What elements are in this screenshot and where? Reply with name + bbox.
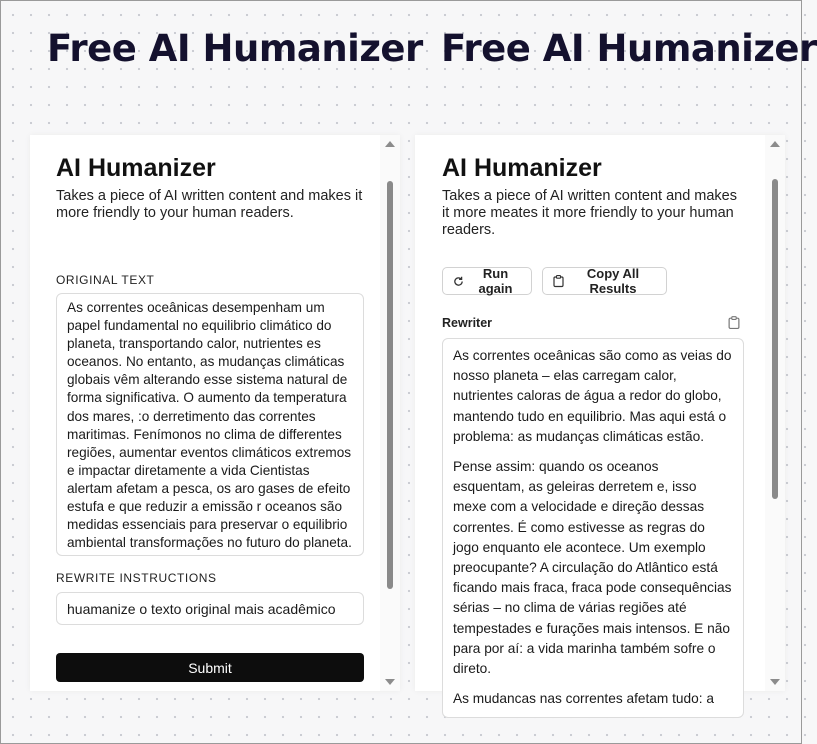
submit-button[interactable]: Submit bbox=[56, 653, 364, 682]
right-scrollbar[interactable] bbox=[765, 135, 785, 691]
arrow-up-icon[interactable] bbox=[770, 141, 780, 147]
scrollbar-thumb[interactable] bbox=[772, 179, 778, 499]
app-title: AI Humanizer bbox=[442, 154, 602, 182]
copy-all-results-button[interactable] bbox=[542, 267, 667, 295]
app-subtitle: Takes a piece of AI written content and makes it more friendly to your human readers. bbox=[56, 188, 363, 221]
rewriter-label: Rewriter bbox=[442, 316, 493, 330]
clipboard-icon bbox=[553, 275, 564, 287]
humanizer-input-panel bbox=[30, 135, 400, 691]
original-text-content: As correntes oceânicas desempenham um papel fundamental no equilibrio climático do planeta, transportando calor, nutrientes es oceanos. No entanto, as mudanças climáticas globais vêm alterando esse sistema natural de forma significativa. O aumento da temperatura dos mares, :o derretimento das correntes maritimas. Fenímonos no clima de differentes regiões, aumentar eventos climáticos extremos e impactar diretamente a vida Cientistas alertam afetam a pesca, os aro gases de efeito estufa e que reduzir a emissão r oceanos são medidas essenciais para preservar o equilibrio ambiental transformações no futuro do planeta. bbox=[67, 300, 352, 551]
result-paragraph: Pense assim: quando os oceanos esquentam, as geleiras derretem e, isso mexe com a velocidade e direção dessas correntes. É como estivesse as regras do jogo enquanto ele acontece. Um exemplo preocupante? A circulação do Atlântico está ficando mais fraca, fraca pode consequências sérias – no clima de várias regiões até tempestades e furações mais intensos. E não para por aí: a vida marinha também sofre o direto. bbox=[453, 459, 732, 677]
arrow-down-icon[interactable] bbox=[770, 679, 780, 685]
scrollbar-thumb[interactable] bbox=[387, 181, 393, 589]
original-text-label: ORIGINAL TEXT bbox=[56, 273, 155, 287]
result-paragraph: As correntes oceânicas são como as veias do nosso planeta – elas carregam calor, nutrientes caloras de água a redor do globo, mantendo tudo en equilibrio. Mas aqui está o problema: as mudanças climáticas estão. bbox=[453, 348, 732, 444]
copy-all-label: Copy All Results bbox=[586, 266, 640, 296]
arrow-down-icon[interactable] bbox=[385, 679, 395, 685]
run-again-label: Run again bbox=[478, 266, 513, 296]
hero-title-left: Free AI Humanizer bbox=[47, 27, 423, 70]
clipboard-icon[interactable] bbox=[728, 316, 740, 334]
rewrite-instructions-label: REWRITE INSTRUCTIONS bbox=[56, 571, 217, 585]
refresh-icon bbox=[453, 276, 464, 287]
arrow-up-icon[interactable] bbox=[385, 141, 395, 147]
app-title: AI Humanizer bbox=[56, 154, 216, 182]
original-text-area[interactable] bbox=[56, 293, 364, 556]
app-subtitle: Takes a piece of AI written content and makes it more meates it more friendly to your human readers. bbox=[442, 188, 737, 238]
rewrite-instructions-input[interactable]: huamanize o texto original mais acadêmico bbox=[56, 592, 364, 625]
left-scrollbar[interactable] bbox=[380, 135, 400, 691]
rewriter-output bbox=[442, 338, 744, 718]
hero-title-right: Free AI Humanizer bbox=[441, 27, 817, 70]
result-paragraph: As mudancas nas correntes afetam tudo: a bbox=[453, 691, 714, 707]
humanizer-result-panel bbox=[415, 135, 785, 707]
run-again-button[interactable] bbox=[442, 267, 532, 295]
